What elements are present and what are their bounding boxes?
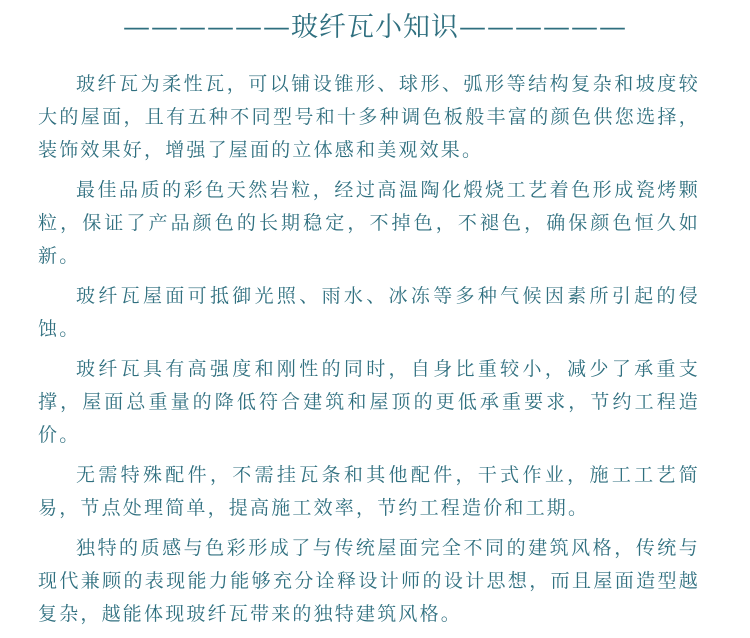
paragraph-5: 无需特殊配件，不需挂瓦条和其他配件，干式作业，施工工艺简易，节点处理简单，提高施工效率，节约工程造价和工期。 <box>38 464 700 519</box>
paragraph-3: 玻纤瓦屋面可抵御光照、雨水、冰冻等多种气候因素所引起的侵蚀。 <box>38 285 700 340</box>
title-row <box>0 6 750 50</box>
article-body <box>38 68 700 638</box>
page-title: 玻纤瓦小知识 <box>291 12 459 43</box>
paragraph-2: 最佳品质的彩色天然岩粒，经过高温陶化煅烧工艺着色形成瓷烤颗粒，保证了产品颜色的长期稳定，不掉色，不褪色，确保颜色恒久如新。 <box>38 179 700 267</box>
paragraph-6: 独特的质感与色彩形成了与传统屋面完全不同的建筑风格，传统与现代兼顾的表现能力能够充分诠释设计师的设计思想，而且屋面造型越复杂，越能体现玻纤瓦带来的独特建筑风格。 <box>38 537 700 625</box>
paragraph-1: 玻纤瓦为柔性瓦，可以铺设锥形、球形、弧形等结构复杂和坡度较大的屋面，且有五种不同型号和十多种调色板般丰富的颜色供您选择，装饰效果好，增强了屋面的立体感和美观效果。 <box>38 73 700 161</box>
paragraph-4: 玻纤瓦具有高强度和刚性的同时，自身比重较小，减少了承重支撑，屋面总重量的降低符合建筑和屋顶的更低承重要求，节约工程造价。 <box>38 358 700 446</box>
title-right-dashes: —————— <box>459 12 627 43</box>
title-left-dashes: —————— <box>123 12 291 43</box>
